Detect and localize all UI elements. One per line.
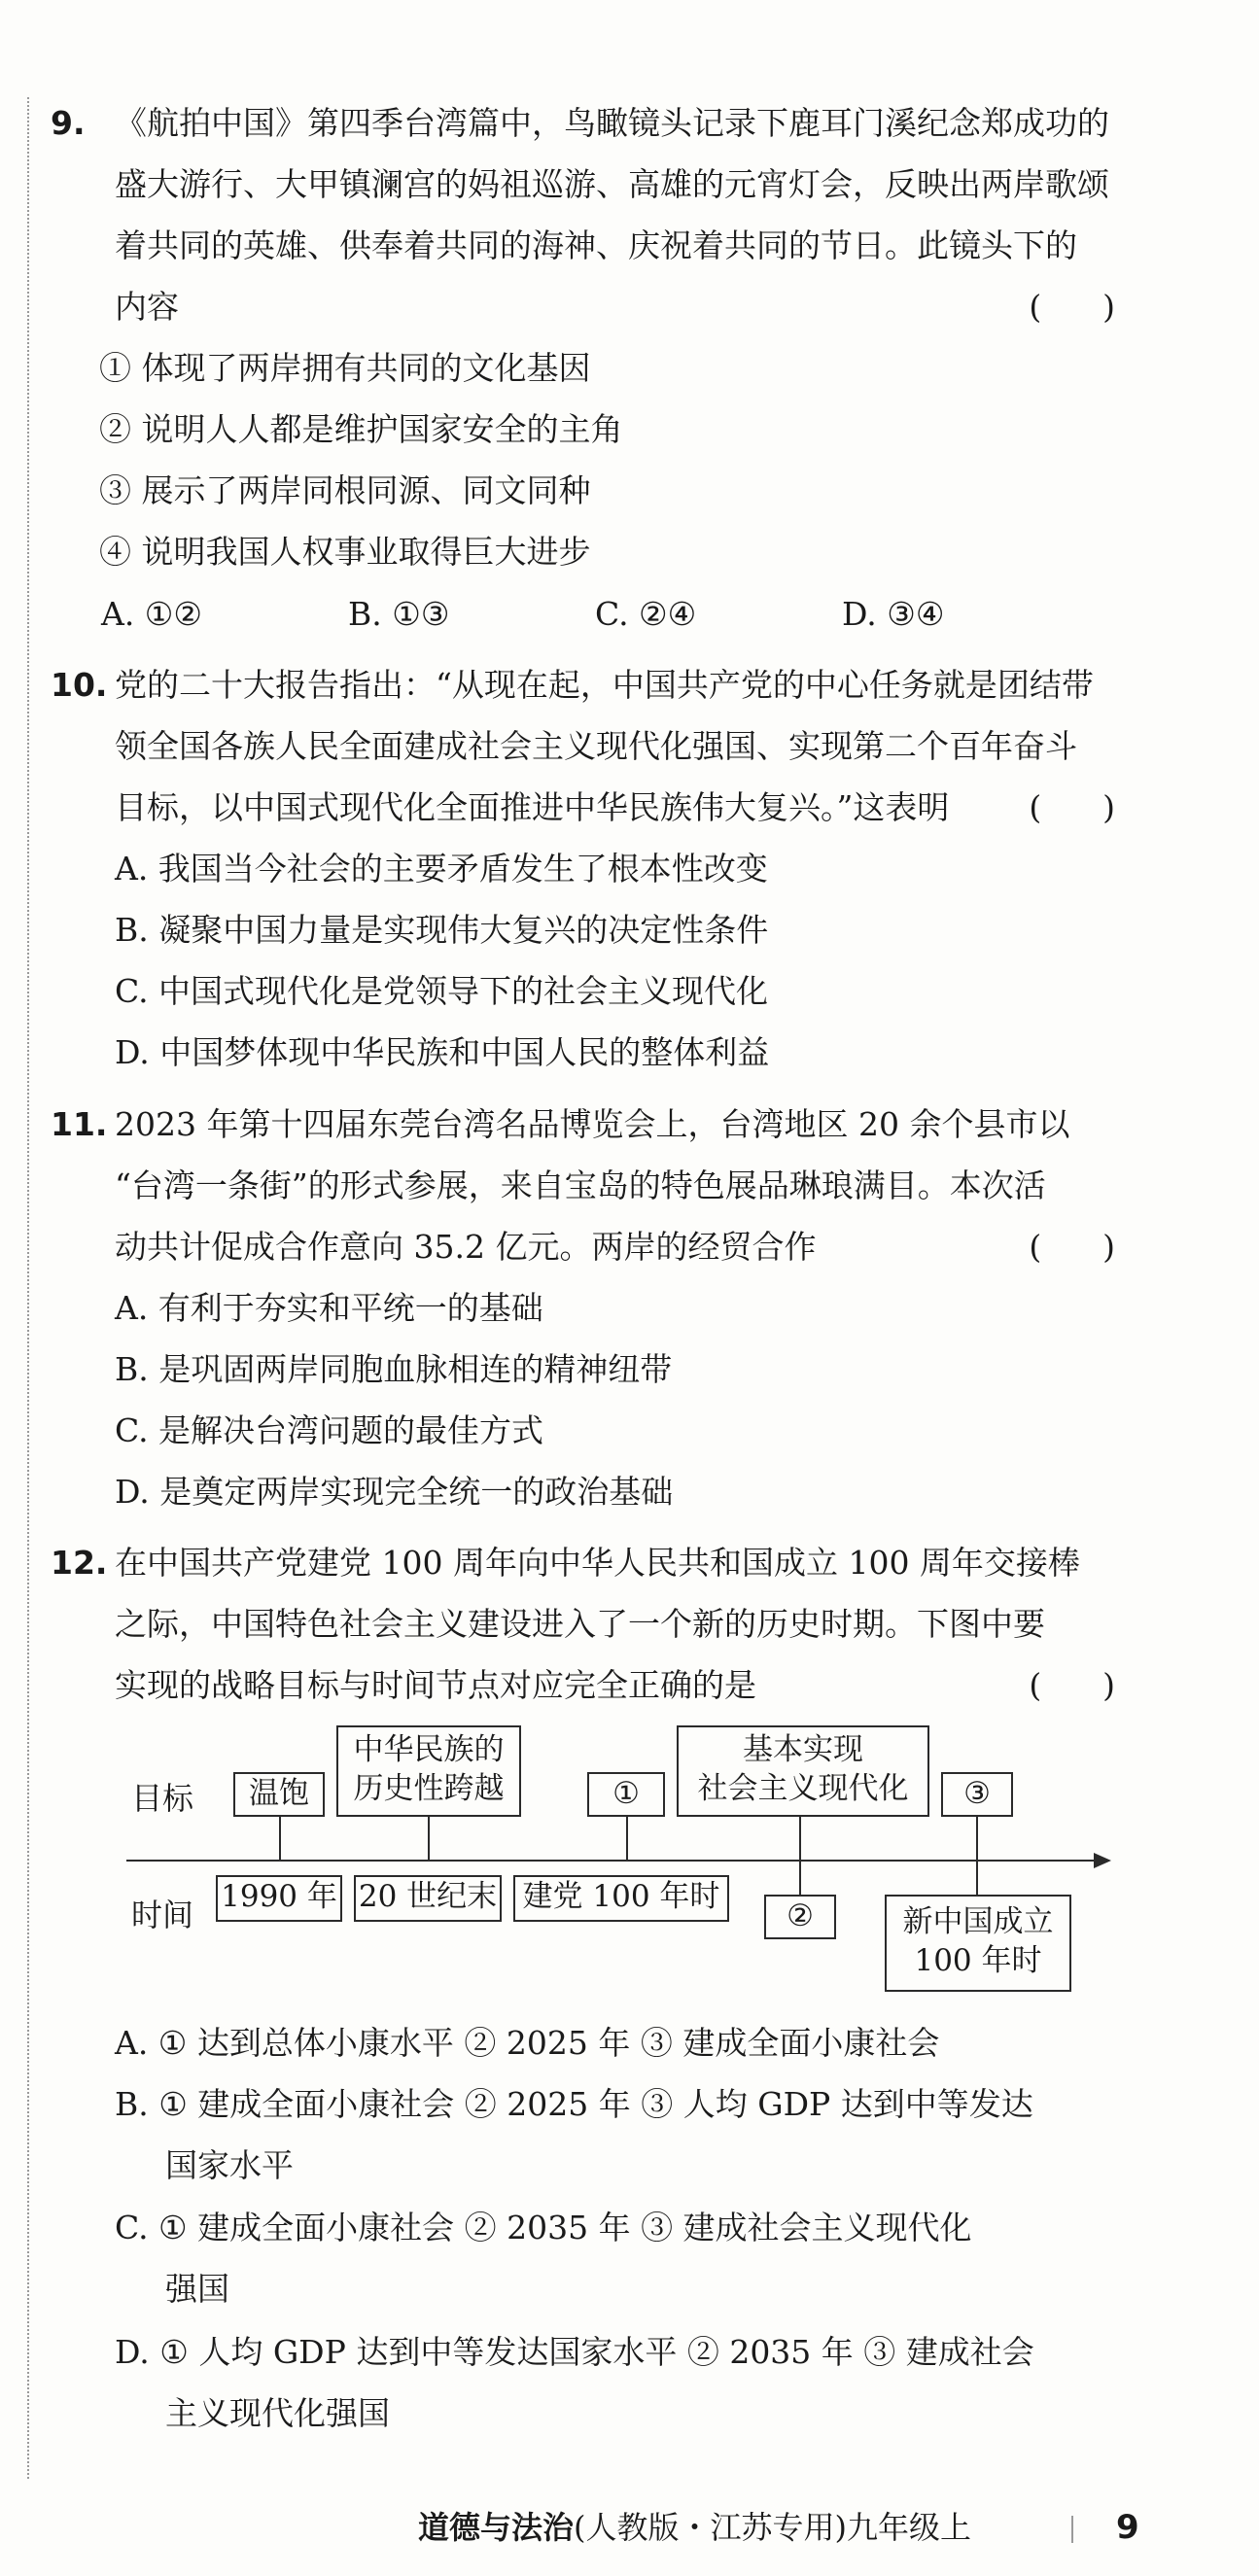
- question-text-line: “台湾一条街”的形式参展，来自宝岛的特色展品琳琅满目。本次活: [115, 1166, 1046, 1204]
- time-box-party-100: [513, 1875, 729, 1922]
- choice-b[interactable]: B. 凝聚中国力量是实现伟大复兴的决定性条件: [115, 911, 769, 949]
- goal-text: ①: [612, 1776, 640, 1811]
- footer-divider: [1071, 2516, 1073, 2543]
- left-margin-rule: [27, 97, 29, 2479]
- time-text: 100 年时: [914, 1943, 1042, 1978]
- goal-box-wenbao: [233, 1772, 325, 1817]
- page-footer: [418, 2508, 971, 2547]
- answer-blank[interactable]: ( ): [1029, 788, 1115, 826]
- choice-d[interactable]: D. 中国梦体现中华民族和中国人民的整体利益: [115, 1033, 770, 1071]
- question-number: 12.: [51, 1544, 108, 1582]
- answer-blank[interactable]: ( ): [1029, 1228, 1115, 1266]
- choice-a[interactable]: A. 有利于夯实和平统一的基础: [115, 1289, 543, 1327]
- question-text-line: 领全国各族人民全面建成社会主义现代化强国、实现第二个百年奋斗: [115, 727, 1077, 765]
- goal-text: 中华民族的: [353, 1732, 505, 1767]
- time-text: ②: [787, 1898, 814, 1933]
- book-edition: (人教版・江苏专用)九年级上: [574, 2509, 971, 2546]
- choice-d[interactable]: D. ③④: [842, 595, 945, 633]
- time-text: 建党 100 年时: [522, 1879, 720, 1914]
- choice-b-continued: 国家水平: [165, 2146, 294, 2184]
- timeline-tick: [799, 1861, 801, 1895]
- choice-d[interactable]: D. 是奠定两岸实现完全统一的政治基础: [115, 1473, 674, 1511]
- goal-box-modernization: [677, 1725, 929, 1817]
- choice-c-continued: 强国: [165, 2270, 229, 2308]
- statement: ④ 说明我国人权事业取得巨大进步: [99, 533, 591, 571]
- time-text: 1990 年: [221, 1879, 337, 1914]
- question-text-line: 目标，以中国式现代化全面推进中华民族伟大复兴。”这表明: [115, 788, 950, 826]
- choice-a[interactable]: A. ①②: [101, 595, 202, 633]
- choice-c[interactable]: C. ②④: [595, 595, 697, 633]
- choice-d-continued: 主义现代化强国: [165, 2394, 390, 2432]
- timeline-tick: [976, 1815, 978, 1861]
- book-title: 道德与法治: [418, 2509, 575, 2546]
- goal-box-3: [941, 1772, 1013, 1817]
- time-box-20th-century-end: [354, 1875, 502, 1922]
- question-text-line: 在中国共产党建党 100 周年向中华人民共和国成立 100 周年交接棒: [115, 1544, 1080, 1582]
- answer-blank[interactable]: ( ): [1029, 1666, 1115, 1704]
- question-text-line: 盛大游行、大甲镇澜宫的妈祖巡游、高雄的元宵灯会，反映出两岸歌颂: [115, 165, 1109, 203]
- question-text-line: 着共同的英雄、供奉着共同的海神、庆祝着共同的节日。此镜头下的: [115, 226, 1077, 264]
- goal-text: 社会主义现代化: [697, 1771, 909, 1806]
- choice-c[interactable]: C. 中国式现代化是党领导下的社会主义现代化: [115, 972, 769, 1010]
- question-number: 10.: [51, 666, 108, 704]
- question-text-line: 党的二十大报告指出：“从现在起，中国共产党的中心任务就是团结带: [115, 666, 1094, 704]
- question-number: 9.: [51, 104, 86, 142]
- time-box-1990: [216, 1875, 342, 1922]
- choice-b[interactable]: B. 是巩固两岸同胞血脉相连的精神纽带: [115, 1350, 673, 1388]
- timeline-tick: [279, 1815, 281, 1861]
- time-text: 20 世纪末: [358, 1879, 498, 1914]
- choice-a[interactable]: A. 我国当今社会的主要矛盾发生了根本性改变: [115, 850, 768, 888]
- timeline-arrow-icon: [1094, 1853, 1111, 1868]
- goal-text: 温饱: [249, 1776, 309, 1811]
- time-row-label: 时间: [131, 1897, 194, 1933]
- statement: ③ 展示了两岸同根同源、同文同种: [99, 471, 591, 509]
- time-box-2: [764, 1895, 836, 1939]
- page-number: 9: [1116, 2508, 1139, 2547]
- goal-text: 基本实现: [743, 1732, 863, 1767]
- question-text-line: 实现的战略目标与时间节点对应完全正确的是: [115, 1666, 756, 1704]
- time-text: 新中国成立: [902, 1904, 1054, 1939]
- time-box-prc-100: [885, 1895, 1071, 1992]
- question-text-line: 内容: [115, 288, 179, 326]
- question-text-line: 之际，中国特色社会主义建设进入了一个新的历史时期。下图中要: [115, 1605, 1045, 1643]
- question-number: 11.: [51, 1105, 108, 1143]
- timeline-axis: [126, 1860, 1099, 1862]
- timeline-tick: [976, 1861, 978, 1895]
- timeline-tick: [799, 1815, 801, 1861]
- choice-a[interactable]: A. ① 达到总体小康水平 ② 2025 年 ③ 建成全面小康社会: [115, 2024, 940, 2062]
- choice-d[interactable]: D. ① 人均 GDP 达到中等发达国家水平 ② 2035 年 ③ 建成社会: [115, 2333, 1034, 2371]
- choice-b[interactable]: B. ① 建成全面小康社会 ② 2025 年 ③ 人均 GDP 达到中等发达: [115, 2085, 1033, 2123]
- timeline-tick: [428, 1815, 430, 1861]
- question-text-line: 2023 年第十四届东莞台湾名品博览会上，台湾地区 20 余个县市以: [115, 1105, 1070, 1143]
- goal-row-label: 目标: [131, 1780, 194, 1817]
- goal-text: 历史性跨越: [353, 1771, 505, 1806]
- statement: ② 说明人人都是维护国家安全的主角: [99, 410, 623, 448]
- timeline-tick: [626, 1815, 628, 1861]
- answer-blank[interactable]: ( ): [1029, 288, 1115, 326]
- timeline-diagram: [117, 1725, 1118, 2017]
- goal-text: ③: [963, 1776, 991, 1811]
- goal-box-historic-leap: [336, 1725, 521, 1817]
- question-text-line: 《航拍中国》第四季台湾篇中，鸟瞰镜头记录下鹿耳门溪纪念郑成功的: [115, 104, 1109, 142]
- question-text-line: 动共计促成合作意向 35.2 亿元。两岸的经贸合作: [115, 1228, 817, 1266]
- choice-c[interactable]: C. ① 建成全面小康社会 ② 2035 年 ③ 建成社会主义现代化: [115, 2209, 972, 2246]
- choice-c[interactable]: C. 是解决台湾问题的最佳方式: [115, 1411, 544, 1449]
- goal-box-1: [587, 1772, 665, 1817]
- statement: ① 体现了两岸拥有共同的文化基因: [99, 349, 591, 387]
- choice-b[interactable]: B. ①③: [348, 595, 450, 633]
